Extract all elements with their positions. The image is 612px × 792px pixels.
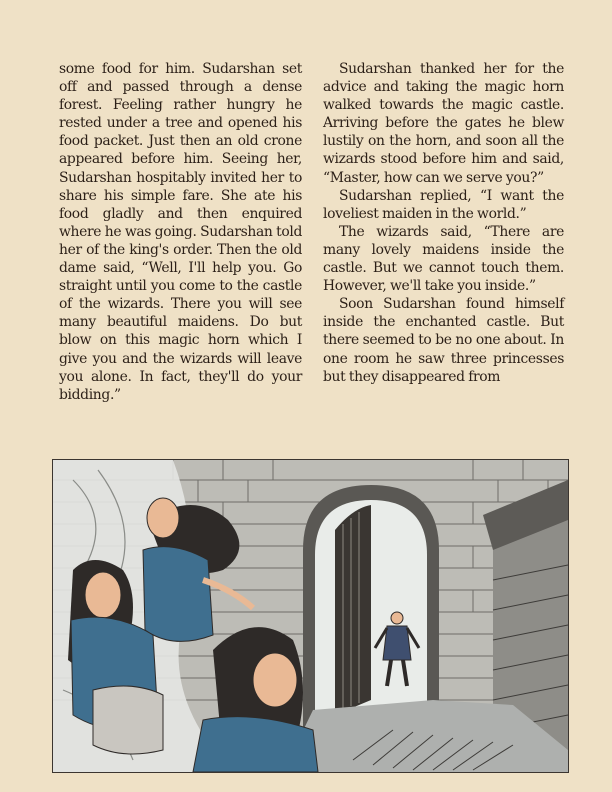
- open-door: [335, 505, 371, 715]
- left-text-column: [59, 60, 302, 404]
- illustration-drawing: [53, 460, 568, 772]
- castle-illustration: [52, 459, 569, 773]
- right-paragraph-1: Sudarshan thanked her for the advice and taking the magic horn walked towards the magic castle. Arriving before the gates he blew lustily on the horn, and soon all the wizards stood before him and said, “Master, how can we serve you?”: [323, 61, 564, 186]
- left-paragraph-1: some food for him. Sudarshan set off and passed through a dense forest. Feeling rather hungry he rested under a tree and opened his food packet. Just then an old crone appeared before him. Seeing her, Sudarshan hospitably invited her to share his simple fare. She ate his food gladly and then enquired where he was going. Sudarshan told her of the king's order. Then the old dame said, “Well, I'll help you. Go straight until you come to the castle of the wizards. There you will see many beautiful maidens. Do but blow on this magic horn which I give you and the wizards will leave you alone. In fact, they'll do your bidding.”: [59, 61, 302, 403]
- right-text-column: [323, 60, 564, 386]
- right-paragraph-2: Sudarshan replied, “I want the loveliest maiden in the world.”: [323, 187, 564, 222]
- right-paragraph-4: Soon Sudarshan found himself inside the enchanted castle. But there seemed to be no one about. In one room he saw three princesses but they disappeared from: [323, 296, 564, 385]
- right-paragraph-3: The wizards said, “There are many lovely maidens inside the castle. But we cannot touch them. However, we'll take you inside.”: [323, 223, 564, 295]
